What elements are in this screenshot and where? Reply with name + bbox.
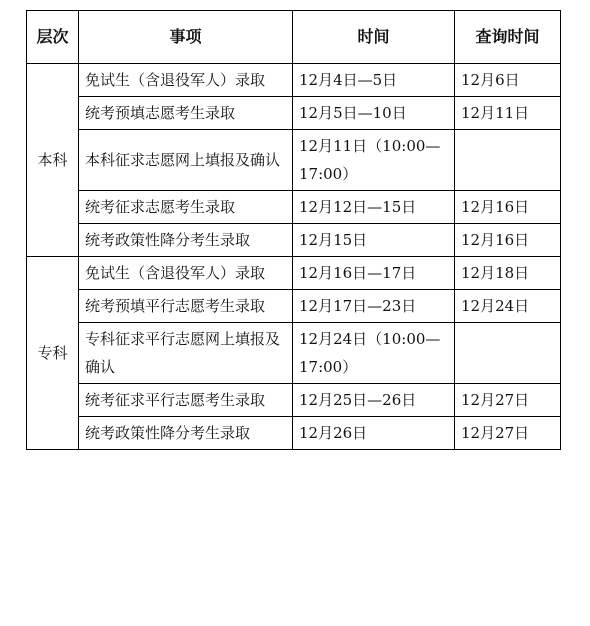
table-row	[27, 417, 561, 450]
query-time-cell	[455, 323, 561, 384]
query-time-cell: 12月24日	[455, 290, 561, 323]
table-row	[27, 290, 561, 323]
header-level: 层次	[27, 11, 79, 64]
query-time-cell: 12月16日	[455, 224, 561, 257]
header-row	[27, 11, 561, 64]
header-time: 时间	[293, 11, 455, 64]
item-cell: 免试生（含退役军人）录取	[79, 257, 293, 290]
level-cell: 专科	[27, 257, 79, 450]
item-cell: 免试生（含退役军人）录取	[79, 64, 293, 97]
item-cell: 统考预填志愿考生录取	[79, 97, 293, 130]
item-cell: 统考预填平行志愿考生录取	[79, 290, 293, 323]
time-cell: 12月4日—5日	[293, 64, 455, 97]
time-cell: 12月15日	[293, 224, 455, 257]
time-cell: 12月11日（10:00—17:00）	[293, 130, 455, 191]
header-query-time: 查询时间	[455, 11, 561, 64]
table-row	[27, 384, 561, 417]
table-row	[27, 64, 561, 97]
time-cell: 12月16日—17日	[293, 257, 455, 290]
table-row	[27, 130, 561, 191]
time-cell: 12月17日—23日	[293, 290, 455, 323]
table-body	[27, 64, 561, 450]
query-time-cell: 12月11日	[455, 97, 561, 130]
item-cell: 统考政策性降分考生录取	[79, 417, 293, 450]
query-time-cell: 12月27日	[455, 384, 561, 417]
table-row	[27, 97, 561, 130]
item-cell: 统考征求平行志愿考生录取	[79, 384, 293, 417]
query-time-cell	[455, 130, 561, 191]
table-row	[27, 191, 561, 224]
item-cell: 本科征求志愿网上填报及确认	[79, 130, 293, 191]
time-cell: 12月26日	[293, 417, 455, 450]
time-cell: 12月25日—26日	[293, 384, 455, 417]
table-row	[27, 323, 561, 384]
table-row	[27, 224, 561, 257]
table-row	[27, 257, 561, 290]
item-cell: 专科征求平行志愿网上填报及确认	[79, 323, 293, 384]
time-cell: 12月24日（10:00—17:00）	[293, 323, 455, 384]
item-cell: 统考政策性降分考生录取	[79, 224, 293, 257]
item-cell: 统考征求志愿考生录取	[79, 191, 293, 224]
query-time-cell: 12月18日	[455, 257, 561, 290]
query-time-cell: 12月6日	[455, 64, 561, 97]
header-item: 事项	[79, 11, 293, 64]
time-cell: 12月5日—10日	[293, 97, 455, 130]
time-cell: 12月12日—15日	[293, 191, 455, 224]
table-header	[27, 11, 561, 64]
level-cell: 本科	[27, 64, 79, 257]
admission-schedule-table	[26, 10, 561, 450]
query-time-cell: 12月27日	[455, 417, 561, 450]
query-time-cell: 12月16日	[455, 191, 561, 224]
